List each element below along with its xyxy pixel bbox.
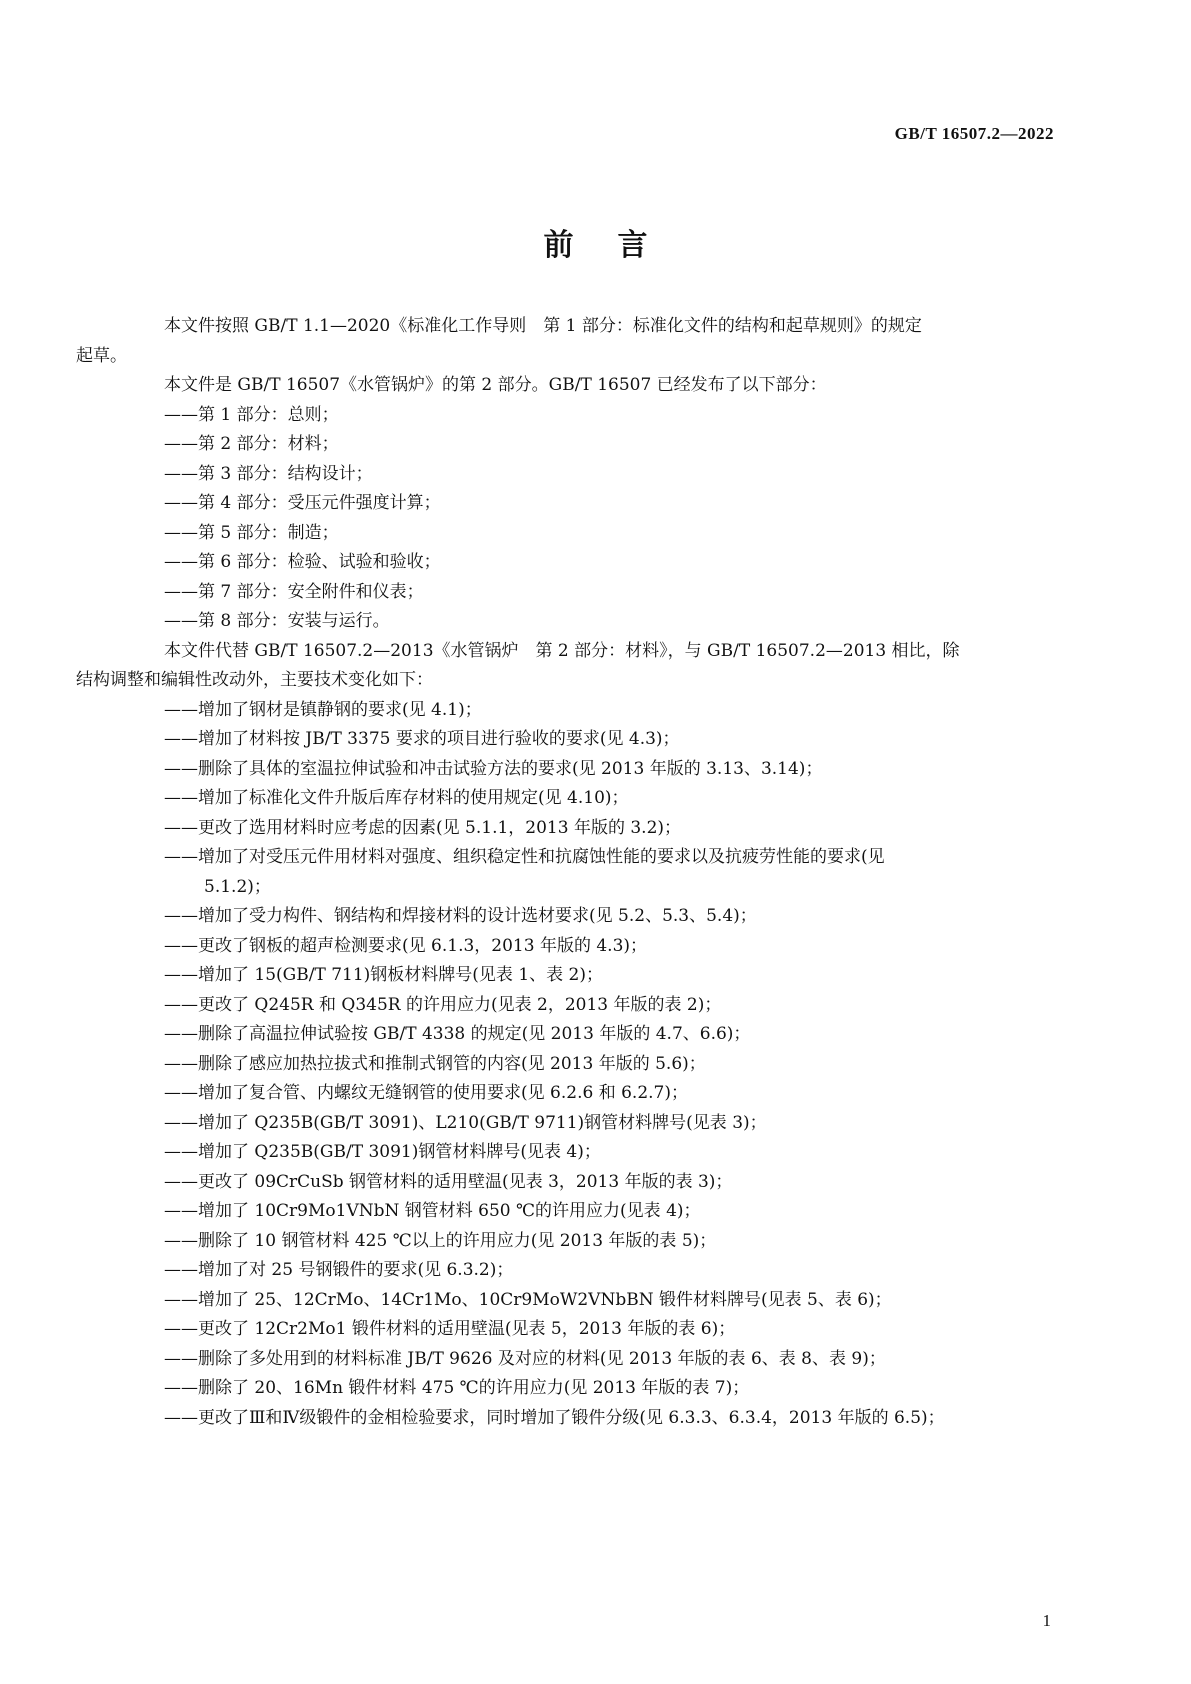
list-item: ——第 8 部分：安装与运行。 [164,611,390,631]
preface-body [76,312,1074,1433]
replace-line: 结构调整和编辑性改动外，主要技术变化如下： [76,670,433,690]
list-item-line: 5.1.2)； [204,876,271,897]
intro-paragraph-1 [76,312,1074,371]
page-title: 前言 [543,228,692,263]
page-number: 1 [1042,1611,1051,1630]
list-item: ——增加了 15(GB/T 711)钢板材料牌号(见表 1、表 2)； [164,965,603,985]
intro-line: 起草。 [76,345,127,366]
list-item: ——删除了多处用到的材料标准 JB/T 9626 及对应的材料(见 2013 年版的表 6、表 8、表 9)； [164,1348,886,1369]
replace-line: 本文件代替 GB/T 16507.2—2013《水管锅炉 第 2 部分：材料》，与 GB/T 16507.2—2013 相比，除 [164,640,960,661]
list-item: ——增加了 Q235B(GB/T 3091)、L210(GB/T 9711)钢管材料牌号(见表 3)； [164,1112,767,1133]
list-item: ——第 5 部分：制造； [164,522,339,543]
list-item: ——增加了复合管、内螺纹无缝钢管的使用要求(见 6.2.6 和 6.2.7)； [164,1083,688,1103]
list-item: ——增加了材料按 JB/T 3375 要求的项目进行验收的要求(见 4.3)； [164,729,680,749]
list-item: ——更改了 09CrCuSb 钢管材料的适用壁温(见表 3，2013 年版的表 3)； [164,1171,733,1192]
list-item: ——增加了对 25 号钢锻件的要求(见 6.3.2)； [164,1260,514,1280]
list-item: ——增加了 25、12CrMo、14Cr1Mo、10Cr9MoW2VNbBN 锻件材料牌号(见表 5、表 6)； [164,1289,892,1310]
list-item: ——删除了具体的室温拉伸试验和冲击试验方法的要求(见 2013 年版的 3.13、3.14)； [164,758,823,779]
list-item: ——删除了 20、16Mn 锻件材料 475 ℃的许用应力(见 2013 年版的表 7)； [164,1378,750,1398]
list-item: ——更改了选用材料时应考虑的因素(见 5.1.1，2013 年版的 3.2)； [164,817,682,838]
list-item: ——第 6 部分：检验、试验和验收； [164,552,441,572]
list-item: ——更改了 12Cr2Mo1 锻件材料的适用壁温(见表 5，2013 年版的表 6)； [164,1319,736,1339]
list-item: ——第 1 部分：总则； [164,404,339,425]
replace-paragraph [76,637,1074,696]
list-item: ——增加了 Q235B(GB/T 3091)钢管材料牌号(见表 4)； [164,1142,601,1162]
list-item: ——增加了钢材是镇静钢的要求(见 4.1)； [164,699,482,720]
standard-number: GB/T 16507.2—2022 [894,124,1054,143]
list-item: ——删除了 10 钢管材料 425 ℃以上的许用应力(见 2013 年版的表 5)； [164,1230,717,1251]
intro-line: 本文件按照 GB/T 1.1—2020《标准化工作导则 第 1 部分：标准化文件的结构和起草规则》的规定 [164,316,922,336]
list-item: ——第 7 部分：安全附件和仪表； [164,581,424,602]
changes-list [120,696,1074,1434]
list-item: ——删除了高温拉伸试验按 GB/T 4338 的规定(见 2013 年版的 4.7、6.6)； [164,1024,751,1044]
list-item: ——更改了钢板的超声检测要求(见 6.1.3，2013 年版的 4.3)； [164,935,648,956]
parts-list [120,401,1074,637]
list-item: ——更改了Ⅲ和Ⅳ级锻件的金相检验要求，同时增加了锻件分级(见 6.3.3、6.3.4，2013 年版的 6.5)； [164,1407,945,1428]
list-item: ——第 3 部分：结构设计； [164,463,373,484]
intro-paragraph-2: 本文件是 GB/T 16507《水管锅炉》的第 2 部分。GB/T 16507 已经发布了以下部分： [164,375,827,395]
list-item: ——删除了感应加热拉拔式和推制式钢管的内容(见 2013 年版的 5.6)； [164,1053,706,1074]
list-item: ——增加了受力构件、钢结构和焊接材料的设计选材要求(见 5.2、5.3、5.4)； [164,906,757,926]
list-item: ——更改了 Q245R 和 Q345R 的许用应力(见表 2，2013 年版的表 2)； [164,994,722,1015]
list-item: ——增加了标准化文件升版后库存材料的使用规定(见 4.10)； [164,788,629,808]
list-item [120,843,1074,902]
list-item-line: ——增加了对受压元件用材料对强度、组织稳定性和抗腐蚀性能的要求以及抗疲劳性能的要求(见 [164,847,885,867]
list-item: ——增加了 10Cr9Mo1VNbN 钢管材料 650 ℃的许用应力(见表 4)； [164,1201,701,1221]
list-item: ——第 4 部分：受压元件强度计算； [164,493,441,513]
list-item: ——第 2 部分：材料； [164,434,339,454]
